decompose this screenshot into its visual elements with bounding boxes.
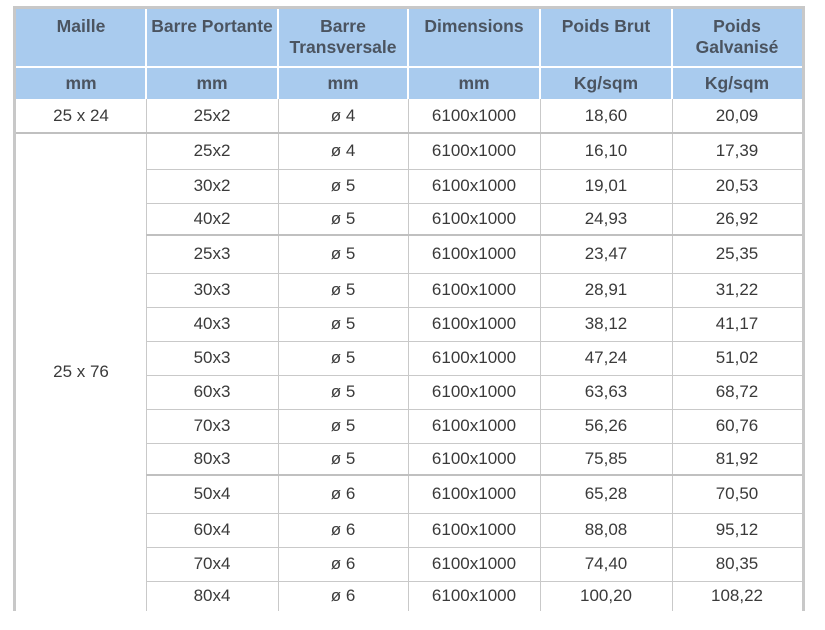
barre-portante-cell: 70x3: [146, 409, 278, 443]
unit-poids-brut: Kg/sqm: [540, 67, 672, 99]
barre-transversale-cell: ø 6: [278, 547, 408, 581]
poids-galvanise-cell: 60,76: [672, 409, 802, 443]
poids-galvanise-cell: 51,02: [672, 341, 802, 375]
poids-galvanise-cell: 20,09: [672, 99, 802, 133]
poids-galvanise-cell: 68,72: [672, 375, 802, 409]
unit-barre-transversale: mm: [278, 67, 408, 99]
poids-galvanise-cell: 25,35: [672, 235, 802, 273]
barre-transversale-cell: ø 6: [278, 581, 408, 611]
unit-poids-galvanise: Kg/sqm: [672, 67, 802, 99]
row-divider: [146, 273, 802, 274]
dimensions-cell: 6100x1000: [408, 475, 540, 513]
barre-transversale-cell: ø 5: [278, 409, 408, 443]
barre-portante-cell: 60x3: [146, 375, 278, 409]
dimensions-cell: 6100x1000: [408, 203, 540, 235]
dimensions-cell: 6100x1000: [408, 513, 540, 547]
row-divider: [146, 409, 802, 410]
poids-brut-cell: 16,10: [540, 133, 672, 169]
barre-portante-cell: 40x2: [146, 203, 278, 235]
specification-table: [13, 6, 805, 611]
poids-galvanise-cell: 26,92: [672, 203, 802, 235]
poids-galvanise-cell: 95,12: [672, 513, 802, 547]
header-divider: [539, 9, 541, 99]
barre-portante-cell: 25x2: [146, 99, 278, 133]
header-unit-divider: [16, 66, 802, 68]
barre-portante-cell: 80x3: [146, 443, 278, 475]
poids-brut-cell: 18,60: [540, 99, 672, 133]
barre-transversale-cell: ø 5: [278, 273, 408, 307]
row-divider: [146, 443, 802, 444]
barre-transversale-cell: ø 5: [278, 203, 408, 235]
dimensions-cell: 6100x1000: [408, 409, 540, 443]
poids-brut-cell: 23,47: [540, 235, 672, 273]
header-divider: [277, 9, 279, 99]
dimensions-cell: 6100x1000: [408, 443, 540, 475]
poids-galvanise-cell: 20,53: [672, 169, 802, 203]
header-divider: [145, 9, 147, 99]
column-divider: [408, 99, 409, 611]
barre-portante-cell: 50x4: [146, 475, 278, 513]
unit-dimensions: mm: [408, 67, 540, 99]
barre-portante-cell: 50x3: [146, 341, 278, 375]
barre-transversale-cell: ø 5: [278, 443, 408, 475]
poids-brut-cell: 28,91: [540, 273, 672, 307]
barre-portante-cell: 60x4: [146, 513, 278, 547]
row-divider: [146, 234, 802, 236]
poids-brut-cell: 88,08: [540, 513, 672, 547]
unit-barre-portante: mm: [146, 67, 278, 99]
barre-portante-cell: 25x3: [146, 235, 278, 273]
dimensions-cell: 6100x1000: [408, 99, 540, 133]
poids-brut-cell: 63,63: [540, 375, 672, 409]
dimensions-cell: 6100x1000: [408, 235, 540, 273]
dimensions-cell: 6100x1000: [408, 547, 540, 581]
barre-transversale-cell: ø 4: [278, 133, 408, 169]
poids-galvanise-cell: 70,50: [672, 475, 802, 513]
poids-brut-cell: 38,12: [540, 307, 672, 341]
poids-galvanise-cell: 80,35: [672, 547, 802, 581]
poids-galvanise-cell: 31,22: [672, 273, 802, 307]
barre-transversale-cell: ø 5: [278, 235, 408, 273]
header-poids-galvanise: Poids Galvanisé: [672, 9, 802, 67]
poids-brut-cell: 100,20: [540, 581, 672, 611]
barre-transversale-cell: ø 5: [278, 341, 408, 375]
poids-galvanise-cell: 17,39: [672, 133, 802, 169]
unit-maille: mm: [16, 67, 146, 99]
header-divider: [671, 9, 673, 99]
barre-portante-cell: 80x4: [146, 581, 278, 611]
header-dimensions: Dimensions: [408, 9, 540, 67]
column-divider: [540, 99, 541, 611]
barre-portante-cell: 25x2: [146, 133, 278, 169]
barre-transversale-cell: ø 5: [278, 307, 408, 341]
row-divider: [16, 132, 802, 134]
poids-brut-cell: 56,26: [540, 409, 672, 443]
maille-cell: 25 x 76: [16, 133, 146, 611]
row-divider: [146, 307, 802, 308]
dimensions-cell: 6100x1000: [408, 133, 540, 169]
header-poids-brut: Poids Brut: [540, 9, 672, 67]
header-barre-portante: Barre Portante: [146, 9, 278, 67]
poids-galvanise-cell: 41,17: [672, 307, 802, 341]
column-divider: [146, 99, 147, 611]
dimensions-cell: 6100x1000: [408, 581, 540, 611]
column-divider: [672, 99, 673, 611]
row-divider: [146, 203, 802, 204]
poids-brut-cell: 24,93: [540, 203, 672, 235]
barre-portante-cell: 70x4: [146, 547, 278, 581]
header-maille: Maille: [16, 9, 146, 67]
poids-brut-cell: 47,24: [540, 341, 672, 375]
row-divider: [146, 375, 802, 376]
poids-brut-cell: 74,40: [540, 547, 672, 581]
header-barre-transversale: Barre Transversale: [278, 9, 408, 67]
column-divider: [278, 99, 279, 611]
row-divider: [146, 581, 802, 582]
dimensions-cell: 6100x1000: [408, 375, 540, 409]
dimensions-cell: 6100x1000: [408, 307, 540, 341]
dimensions-cell: 6100x1000: [408, 169, 540, 203]
row-divider: [146, 169, 802, 170]
barre-portante-cell: 30x2: [146, 169, 278, 203]
poids-galvanise-cell: 81,92: [672, 443, 802, 475]
barre-transversale-cell: ø 5: [278, 169, 408, 203]
poids-brut-cell: 65,28: [540, 475, 672, 513]
row-divider: [146, 547, 802, 548]
row-divider: [146, 513, 802, 514]
maille-cell: 25 x 24: [16, 99, 146, 133]
row-divider: [146, 341, 802, 342]
poids-brut-cell: 75,85: [540, 443, 672, 475]
dimensions-cell: 6100x1000: [408, 341, 540, 375]
poids-brut-cell: 19,01: [540, 169, 672, 203]
poids-galvanise-cell: 108,22: [672, 581, 802, 611]
barre-transversale-cell: ø 6: [278, 513, 408, 547]
barre-transversale-cell: ø 5: [278, 375, 408, 409]
barre-portante-cell: 40x3: [146, 307, 278, 341]
barre-transversale-cell: ø 6: [278, 475, 408, 513]
dimensions-cell: 6100x1000: [408, 273, 540, 307]
barre-portante-cell: 30x3: [146, 273, 278, 307]
row-divider: [146, 474, 802, 476]
header-divider: [407, 9, 409, 99]
barre-transversale-cell: ø 4: [278, 99, 408, 133]
